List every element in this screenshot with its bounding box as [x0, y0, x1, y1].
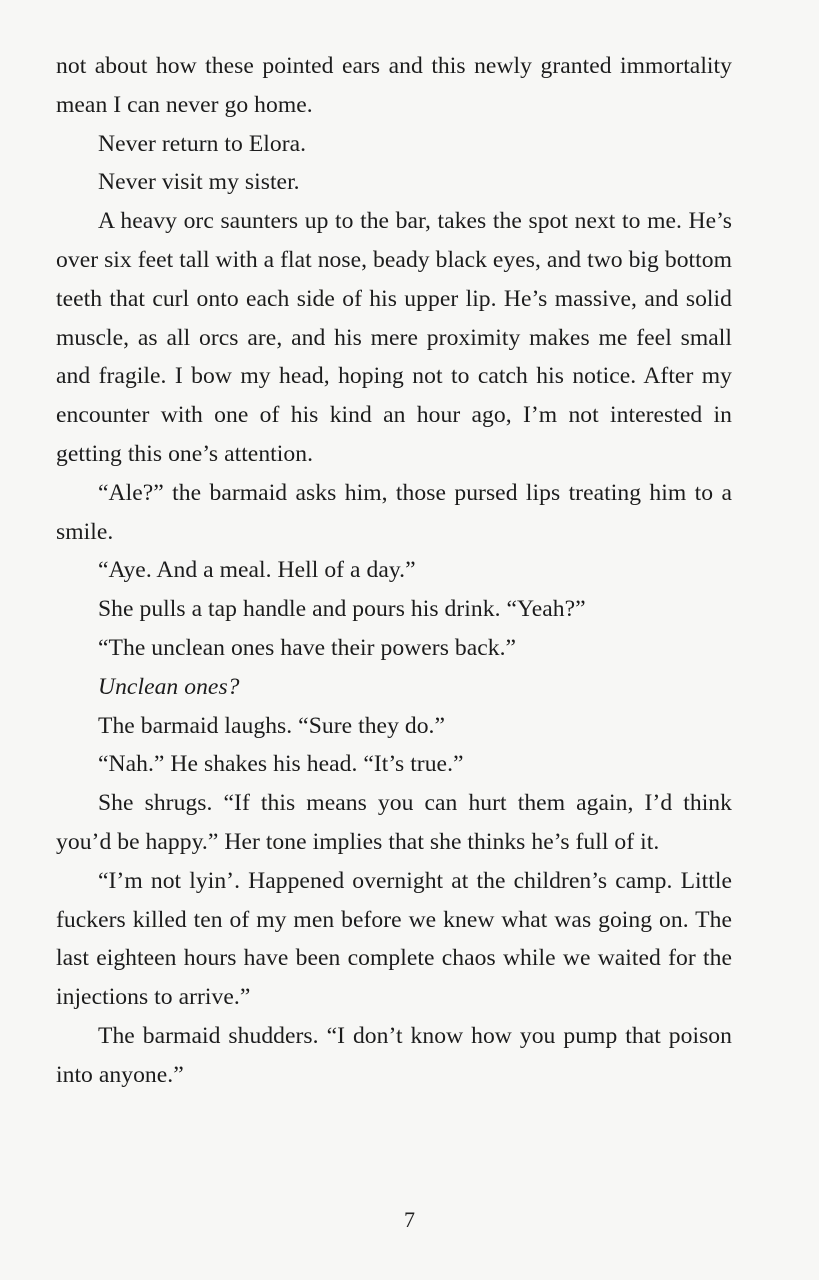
body-text: [56, 47, 732, 1095]
paragraph-8: “The unclean ones have their powers back.”: [98, 634, 517, 661]
paragraph-12: She shrugs. “If this means you can hurt them again, I’d think you’d be happy.” Her tone implies that she thinks he’s full of it.: [56, 790, 732, 855]
paragraph-14: The barmaid shudders. “I don’t know how you pump that poison into anyone.”: [56, 1022, 732, 1088]
paragraph-13: “I’m not lyin’. Happened overnight at the children’s camp. Little fuckers killed ten of my men before we knew what was going on. The last eighteen hours have been complete chaos while we waited for the injections to arrive.”: [56, 867, 732, 1011]
paragraph-4: A heavy orc saunters up to the bar, takes the spot next to me. He’s over six feet tall with a flat nose, beady black eyes, and two big bottom teeth that curl onto each side of his upper lip. He’s massive, and solid muscle, as all orcs are, and his mere proximity makes me feel small and fragile. I bow my head, hoping not to catch his notice. After my encounter with one of his kind an hour ago, I’m not interested in getting this one’s attention.: [56, 208, 732, 467]
paragraph-10: The barmaid laughs. “Sure they do.”: [98, 712, 446, 739]
paragraph-9-italic-thought: Unclean ones?: [98, 673, 240, 700]
paragraph-1: not about how these pointed ears and this newly granted immortality mean I can never go home.: [56, 53, 732, 118]
paragraph-2: Never return to Elora.: [98, 130, 307, 157]
paragraph-6: “Aye. And a meal. Hell of a day.”: [98, 557, 416, 584]
paragraph-7: She pulls a tap handle and pours his drink. “Yeah?”: [98, 596, 586, 623]
paragraph-3: Never visit my sister.: [98, 169, 300, 196]
page-number: 7: [404, 1207, 415, 1232]
paragraph-5: “Ale?” the barmaid asks him, those pursed lips treating him to a smile.: [56, 479, 732, 545]
paragraph-11: “Nah.” He shakes his head. “It’s true.”: [98, 751, 464, 778]
